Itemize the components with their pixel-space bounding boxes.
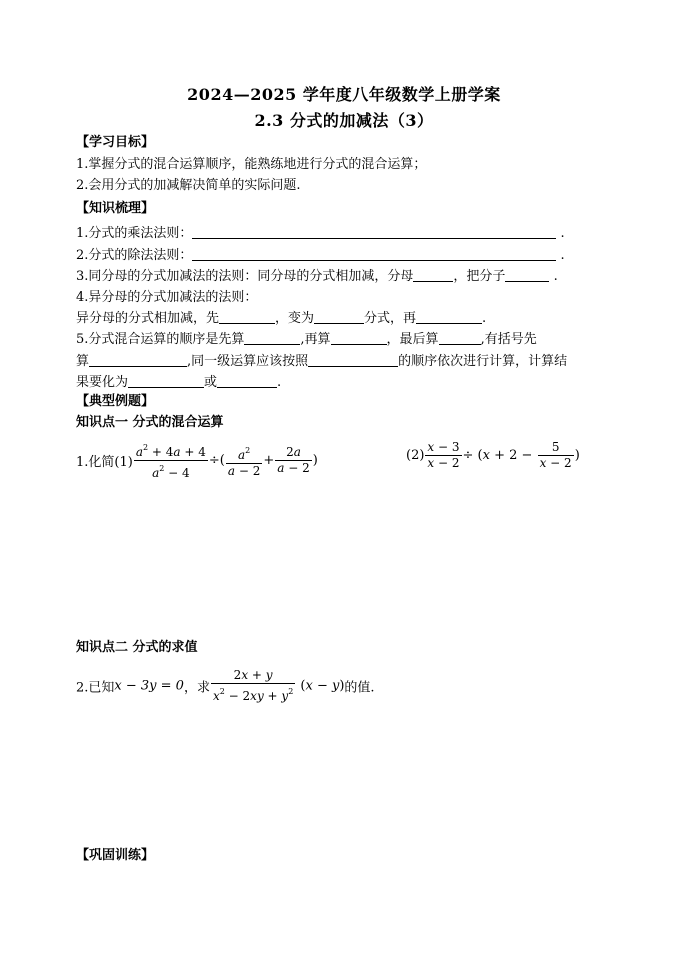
learning-goals-header: 【学习目标】 <box>76 135 155 150</box>
review-line-4: 4.异分母的分式加减法的法则： <box>76 290 258 305</box>
text: 果要化为 <box>76 375 129 390</box>
text: ,再算 <box>300 332 331 347</box>
review-line-5 <box>76 310 486 327</box>
blank-field[interactable] <box>244 331 300 345</box>
period: . <box>277 375 282 390</box>
text: ，变为 <box>275 311 315 326</box>
multiplication-rule-label: 1.分式的乘法法则： <box>76 226 193 241</box>
blank-field[interactable] <box>439 331 481 345</box>
text: 2.已知 <box>76 680 115 696</box>
period: . <box>553 269 558 284</box>
text: 的值. <box>344 680 375 696</box>
title-line-1: 2024—2025 学年度八年级数学上册学案 <box>187 85 501 104</box>
examples-header: 【典型例题】 <box>76 394 155 409</box>
fraction: $\frac{a^2}{a - 2}$ <box>227 445 261 478</box>
text: ，把分子 <box>453 269 506 284</box>
review-line-6 <box>76 331 537 348</box>
period: . <box>560 226 565 241</box>
fraction: $\frac{x - 3}{x - 2}$ <box>427 440 460 470</box>
text: 分式，再 <box>364 311 417 326</box>
knowledge-point-1: 知识点一 分式的混合运算 <box>76 415 224 430</box>
question-2: 2.已知x − 3y = 0，求 $\frac{2x + y}{x^2 - 2xy + y^2}$ (x − y)的值. <box>76 668 375 703</box>
text: 或 <box>204 375 218 390</box>
knowledge-point-2: 知识点二 分式的求值 <box>76 640 198 655</box>
review-line-1 <box>76 225 565 242</box>
knowledge-review-header: 【知识梳理】 <box>76 201 155 216</box>
blank-field[interactable] <box>128 374 204 388</box>
review-line-8 <box>76 374 281 391</box>
text: 的顺序依次进行计算，计算结 <box>398 354 568 369</box>
blank-field[interactable] <box>505 268 549 282</box>
fraction: $\frac{5}{x - 2}$ <box>539 440 572 470</box>
fraction: $\frac{a^2 + 4a + 4}{a^2 - 4}$ <box>135 443 206 480</box>
goal-item-2: 2.会用分式的加减解决简单的实际问题. <box>76 178 301 193</box>
text: 3.同分母的分式加减法的法则：同分母的分式相加减，分母 <box>76 269 414 284</box>
blank-field[interactable] <box>192 225 556 239</box>
title-line-2: 2.3 分式的加减法（3） <box>254 111 434 130</box>
review-line-3 <box>76 268 558 285</box>
blank-field[interactable] <box>416 310 482 324</box>
fraction: $\frac{2a}{a - 2}$ <box>277 445 310 475</box>
condition: x − 3y = 0 <box>114 678 184 694</box>
question-1-label: 1.化简(1) <box>76 455 133 470</box>
text: 异分母的分式相加减，先 <box>76 311 220 326</box>
blank-field[interactable] <box>217 374 277 388</box>
review-line-2 <box>76 247 565 264</box>
question-1-part-1: 1.化简(1) $\frac{a^2 + 4a + 4}{a^2 - 4}$ ÷( $\frac{a^2}{a - 2}$ + $\frac{2a}{a - 2}$ ) <box>76 440 318 481</box>
review-line-7 <box>76 353 567 370</box>
practice-header: 【巩固训练】 <box>76 848 155 863</box>
blank-field[interactable] <box>89 353 187 367</box>
fraction: $\frac{2x + y}{x^2 - 2xy + y^2}$ <box>212 668 294 703</box>
blank-field[interactable] <box>192 247 556 261</box>
blank-field[interactable] <box>331 331 387 345</box>
goal-item-1: 1.掌握分式的混合运算顺序，能熟练地进行分式的混合运算； <box>76 157 427 172</box>
blank-field[interactable] <box>413 268 453 282</box>
blank-field[interactable] <box>219 310 275 324</box>
text: 5.分式混合运算的顺序是先算 <box>76 332 245 347</box>
division-rule-label: 2.分式的除法法则： <box>76 248 193 263</box>
text: ，求 <box>183 680 210 696</box>
part-2-label: (2) <box>406 448 425 463</box>
blank-field[interactable] <box>314 310 364 324</box>
question-1-part-2: (2) $\frac{x - 3}{x - 2}$ ÷ (x + 2 − $\frac{5}{x - 2}$ ) <box>406 440 580 470</box>
period: . <box>560 248 565 263</box>
blank-field[interactable] <box>308 353 398 367</box>
text: 算 <box>76 354 90 369</box>
text: ，最后算 <box>386 332 439 347</box>
text: ,有括号先 <box>480 332 537 347</box>
text: ,同一级运算应该按照 <box>187 354 309 369</box>
period: . <box>482 311 487 326</box>
